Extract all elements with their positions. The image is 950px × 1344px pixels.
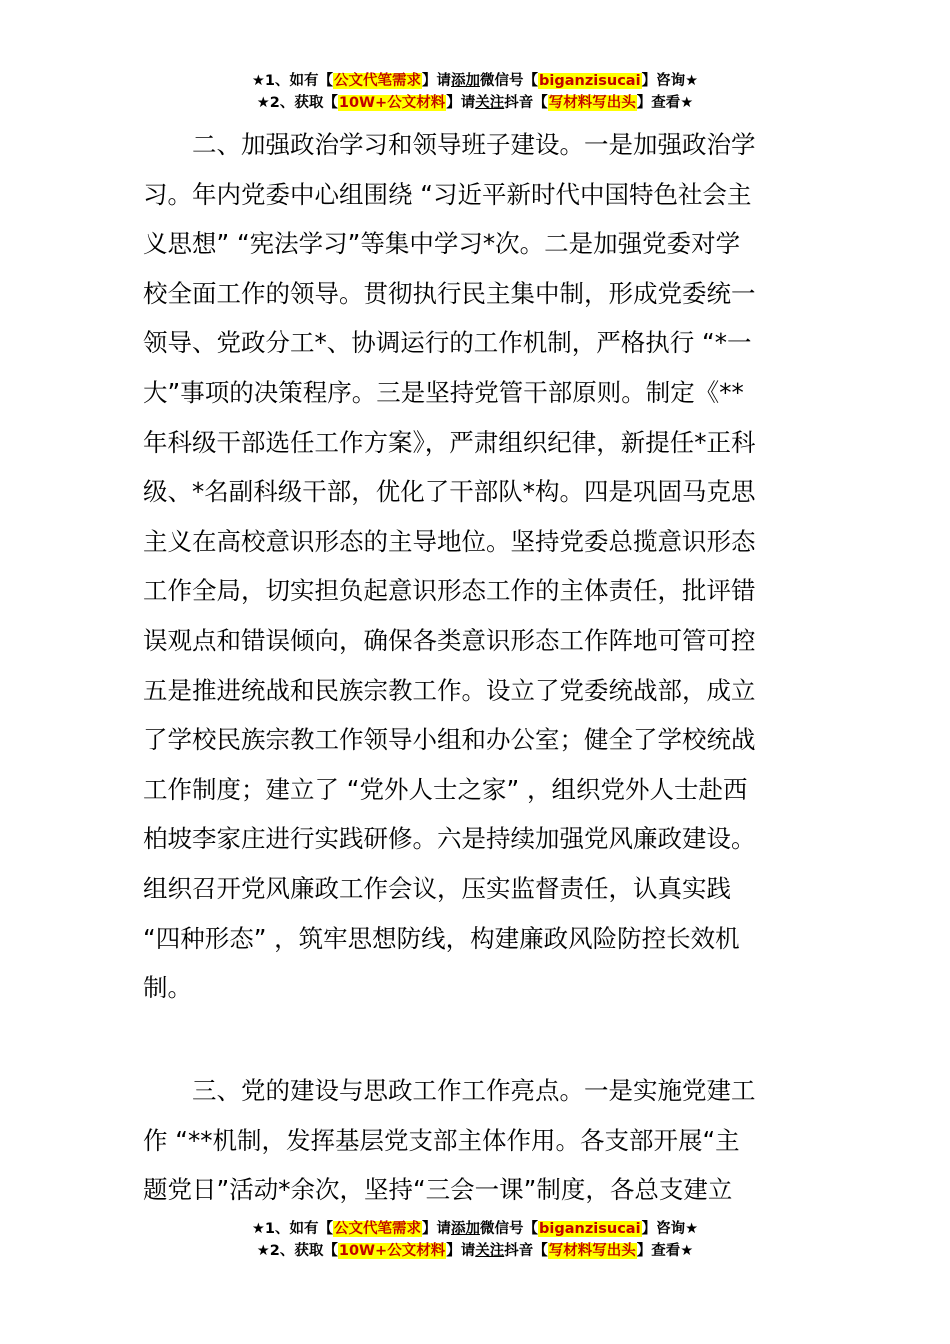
banner-line-2-highlight-douyin: 写材料写出头	[548, 1243, 636, 1259]
text-line: 义思想” “宪法学习”等集中学习*次。二是加强党委对学	[143, 229, 741, 259]
text-line: 作 “**机制，发挥基层党支部主体作用。各支部开展“主	[143, 1125, 740, 1155]
banner-line-2-mid2: 抖音【	[504, 1243, 548, 1259]
banner-line-2-prefix: ★2、获取【	[256, 95, 338, 111]
text-line: 工作制度；建立了 “党外人士之家” ，组织党外人士赴西	[143, 774, 748, 804]
banner-line-1-highlight-service: 公文代笔需求	[334, 1221, 422, 1237]
banner-line-2-mid: 】请	[446, 95, 476, 111]
banner-line-1-suffix: 】咨询★	[641, 1221, 699, 1237]
paragraph-political-study	[143, 120, 808, 1013]
text-line: 校全面工作的领导。贯彻执行民主集中制，形成党委统一	[143, 278, 756, 308]
banner-line-1	[0, 70, 950, 92]
text-line: 大”事项的决策程序。三是坚持党管干部原则。制定《**	[143, 377, 744, 407]
text-line: 柏坡李家庄进行实践研修。六是持续加强党风廉政建设。	[143, 824, 756, 854]
text-line: 五是推进统战和民族宗教工作。设立了党委统战部，成立	[143, 675, 756, 705]
banner-line-1-mid2: 微信号【	[480, 1221, 539, 1237]
text-line: 年科级干部选任工作方案》，严肃组织纪律，新提任*正科	[143, 427, 756, 457]
text-line: 误观点和错误倾向，确保各类意识形态工作阵地可管可控	[143, 625, 756, 655]
banner-line-2-underlined: 关注	[475, 95, 505, 111]
banner-line-1-highlight-service: 公文代笔需求	[334, 73, 422, 89]
footer-banner	[0, 1218, 950, 1262]
text-line: 组织召开党风廉政工作会议，压实监督责任，认真实践	[143, 873, 731, 903]
banner-line-2	[0, 1240, 950, 1262]
text-line: 领导、党政分工*、协调运行的工作机制，严格执行 “*一	[143, 328, 752, 358]
banner-line-2-suffix: 】查看★	[636, 95, 694, 111]
banner-line-1-underlined: 添加	[451, 1221, 481, 1237]
text-line: 三、党的建设与思政工作工作亮点。一是实施党建工	[192, 1076, 756, 1105]
banner-line-1-mid2: 微信号【	[480, 73, 539, 89]
banner-line-2-mid: 】请	[446, 1243, 476, 1259]
text-line: 二、加强政治学习和领导班子建设。一是加强政治学	[192, 130, 756, 159]
banner-line-2-highlight-douyin: 写材料写出头	[548, 95, 636, 111]
banner-line-1-highlight-wechat: biganzisucai	[539, 73, 641, 89]
banner-line-1-prefix: ★1、如有【	[251, 73, 334, 89]
text-line: 习。年内党委中心组围绕 “习近平新时代中国特色社会主	[143, 179, 752, 209]
text-line: “四种形态” ，筑牢思想防线，构建廉政风险防控长效机	[143, 923, 740, 953]
banner-line-2	[0, 92, 950, 114]
banner-line-1	[0, 1218, 950, 1240]
paragraph-party-building-highlights	[143, 1066, 808, 1215]
banner-line-2-underlined: 关注	[475, 1243, 505, 1259]
banner-line-2-highlight-materials: 10W+公文材料	[338, 95, 446, 111]
banner-line-2-prefix: ★2、获取【	[256, 1243, 338, 1259]
header-banner	[0, 70, 950, 114]
text-line: 主义在高校意识形态的主导地位。坚持党委总揽意识形态	[143, 526, 756, 556]
banner-line-2-highlight-materials: 10W+公文材料	[338, 1243, 446, 1259]
banner-line-1-suffix: 】咨询★	[641, 73, 699, 89]
text-line: 了学校民族宗教工作领导小组和办公室；健全了学校统战	[143, 725, 756, 755]
banner-line-1-underlined: 添加	[451, 73, 481, 89]
banner-line-1-mid: 】请	[422, 1221, 452, 1237]
text-line: 工作全局，切实担负起意识形态工作的主体责任，批评错	[143, 576, 756, 606]
text-line: 制。	[143, 973, 192, 1003]
text-line: 级、*名副科级干部，优化了干部队*构。四是巩固马克思	[143, 477, 756, 507]
banner-line-1-mid: 】请	[422, 73, 452, 89]
text-line: 题党日”活动*余次，坚持“三会一课”制度，各总支建立	[143, 1175, 733, 1205]
banner-line-1-prefix: ★1、如有【	[251, 1221, 334, 1237]
banner-line-2-suffix: 】查看★	[636, 1243, 694, 1259]
banner-line-2-mid2: 抖音【	[504, 95, 548, 111]
banner-line-1-highlight-wechat: biganzisucai	[539, 1221, 641, 1237]
